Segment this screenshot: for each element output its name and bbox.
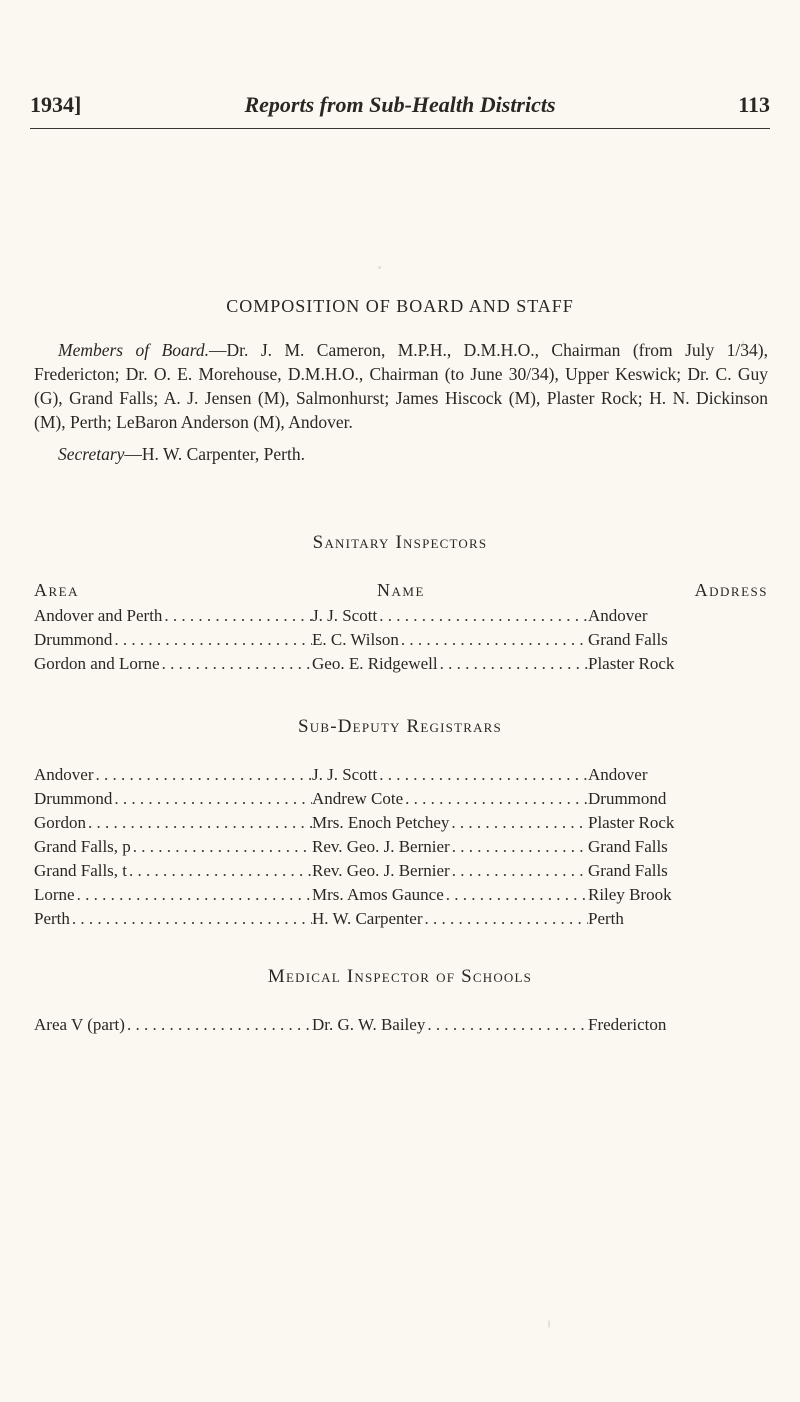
address-cell: Fredericton bbox=[588, 1015, 667, 1034]
dot-leader bbox=[424, 909, 588, 929]
area-cell: Drummond . . . bbox=[34, 630, 312, 650]
address-cell: Andover bbox=[588, 606, 648, 625]
area-cell: Andover and Perth . . . bbox=[34, 606, 312, 626]
dot-leader bbox=[72, 909, 312, 929]
main-title: COMPOSITION OF BOARD AND STAFF bbox=[226, 296, 574, 316]
address-cell: Grand Falls bbox=[588, 837, 668, 856]
table-row bbox=[34, 909, 768, 933]
dot-leader bbox=[452, 837, 588, 857]
secretary-text: —H. W. Carpenter, Perth. bbox=[124, 444, 305, 464]
dot-leader bbox=[162, 654, 312, 674]
name-cell: E. C. Wilson . . . bbox=[312, 630, 588, 650]
medical-inspector-table bbox=[34, 1015, 768, 1039]
area-cell: Perth . . . bbox=[34, 909, 312, 929]
dot-leader bbox=[379, 765, 588, 785]
header-rule bbox=[30, 128, 770, 129]
medical-inspector-title: Medical Inspector of Schools bbox=[267, 966, 533, 987]
running-head-title: Reports from Sub-Health Districts bbox=[244, 92, 556, 117]
address-cell: Andover bbox=[588, 765, 648, 784]
table-row bbox=[34, 837, 768, 861]
dot-leader bbox=[379, 606, 588, 626]
running-head bbox=[30, 92, 770, 128]
dot-leader bbox=[427, 1015, 588, 1035]
running-head-year: 1934] bbox=[30, 92, 82, 117]
scan-speck bbox=[548, 1320, 550, 1328]
dot-leader bbox=[401, 630, 588, 650]
table-row bbox=[34, 606, 768, 630]
table-row bbox=[34, 813, 768, 837]
area-cell: Andover . . . bbox=[34, 765, 312, 785]
address-cell: Plaster Rock bbox=[588, 813, 675, 832]
address-cell: Plaster Rock bbox=[588, 654, 675, 673]
dot-leader bbox=[164, 606, 312, 626]
scan-speck bbox=[742, 340, 744, 350]
address-cell: Grand Falls bbox=[588, 861, 668, 880]
area-cell: Grand Falls, t . . . bbox=[34, 861, 312, 881]
name-cell: Andrew Cote . . . bbox=[312, 789, 588, 809]
dot-leader bbox=[133, 837, 312, 857]
dot-leader bbox=[77, 885, 312, 905]
dot-leader bbox=[95, 765, 312, 785]
dot-leader bbox=[114, 789, 312, 809]
header-name: Name bbox=[377, 580, 425, 600]
name-cell: Rev. Geo. J. Bernier . . . bbox=[312, 837, 588, 857]
table-row bbox=[34, 1015, 768, 1039]
dot-leader bbox=[446, 885, 588, 905]
sanitary-inspectors-table bbox=[34, 580, 768, 678]
name-cell: Geo. E. Ridgewell . . . bbox=[312, 654, 588, 674]
table-row bbox=[34, 765, 768, 789]
name-cell: Mrs. Enoch Petchey . . . bbox=[312, 813, 588, 833]
name-cell: H. W. Carpenter . . . bbox=[312, 909, 588, 929]
dot-leader bbox=[129, 861, 312, 881]
header-area: Area bbox=[34, 580, 79, 600]
area-cell: Lorne . . . bbox=[34, 885, 312, 905]
dot-leader bbox=[440, 654, 588, 674]
sanitary-inspectors-title: Sanitary Inspectors bbox=[312, 532, 488, 553]
name-cell: J. J. Scott . . . bbox=[312, 765, 588, 785]
area-cell: Gordon and Lorne . . . bbox=[34, 654, 312, 674]
name-cell: J. J. Scott . . . bbox=[312, 606, 588, 626]
scan-speck bbox=[378, 266, 381, 269]
sub-deputy-registrars-title: Sub-Deputy Registrars bbox=[298, 716, 502, 737]
address-cell: Perth bbox=[588, 909, 624, 928]
area-cell: Drummond . . . bbox=[34, 789, 312, 809]
table-row bbox=[34, 885, 768, 909]
dot-leader bbox=[88, 813, 312, 833]
members-text: —Dr. J. M. Cameron, M.P.H., D.M.H.O., Chairman (from July 1/34), Fredericton; Dr. O. E. Morehouse, D.M.H.O., Chairman (to June 30/34), Upper Keswick; Dr. C. Guy (G), Grand Falls; A. J. Jensen (M), Salmonhurst; James Hiscock (M), Plaster Rock; H. N. Dickinson (M), Perth; LeBaron Anderson (M), Andover. bbox=[34, 340, 768, 432]
area-cell: Grand Falls, p . . . bbox=[34, 837, 312, 857]
dot-leader bbox=[451, 813, 588, 833]
name-cell: Rev. Geo. J. Bernier . . . bbox=[312, 861, 588, 881]
area-cell: Gordon . . . bbox=[34, 813, 312, 833]
header-address: Address bbox=[694, 580, 768, 600]
secretary-paragraph bbox=[34, 442, 768, 466]
table-header bbox=[34, 580, 768, 606]
dot-leader bbox=[405, 789, 588, 809]
table-row bbox=[34, 654, 768, 678]
address-cell: Riley Brook bbox=[588, 885, 672, 904]
sub-deputy-registrars-table bbox=[34, 765, 768, 933]
secretary-label: Secretary bbox=[58, 444, 125, 464]
table-row bbox=[34, 789, 768, 813]
name-cell: Mrs. Amos Gaunce . . . bbox=[312, 885, 588, 905]
table-row bbox=[34, 861, 768, 885]
address-cell: Grand Falls bbox=[588, 630, 668, 649]
dot-leader bbox=[114, 630, 312, 650]
dot-leader bbox=[452, 861, 588, 881]
address-cell: Drummond bbox=[588, 789, 667, 808]
name-cell: Dr. G. W. Bailey . . . bbox=[312, 1015, 588, 1035]
members-paragraph bbox=[34, 338, 768, 434]
table-row bbox=[34, 630, 768, 654]
area-cell: Area V (part) . . . bbox=[34, 1015, 312, 1035]
page-number: 113 bbox=[738, 92, 770, 117]
dot-leader bbox=[127, 1015, 312, 1035]
members-label: Members of Board. bbox=[58, 340, 210, 360]
